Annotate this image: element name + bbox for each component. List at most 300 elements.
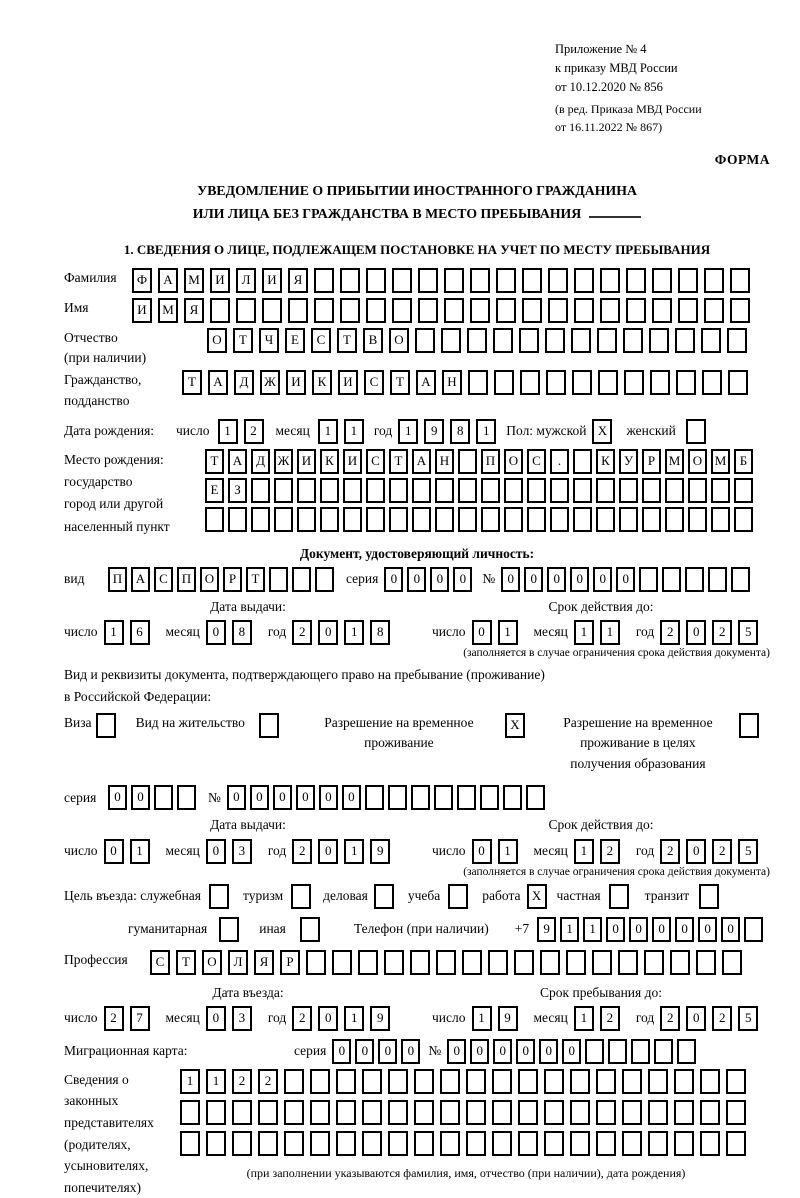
char-cell[interactable] bbox=[366, 478, 385, 503]
char-cell[interactable] bbox=[251, 507, 270, 532]
char-cell[interactable] bbox=[700, 1100, 720, 1125]
char-cell[interactable] bbox=[288, 298, 308, 323]
char-cell[interactable]: И bbox=[132, 298, 152, 323]
char-cell[interactable] bbox=[468, 370, 488, 395]
char-cell[interactable] bbox=[700, 1131, 720, 1156]
char-cell[interactable]: С bbox=[150, 950, 170, 975]
other-checkbox[interactable] bbox=[300, 917, 326, 942]
char-cell[interactable] bbox=[236, 298, 256, 323]
char-cell[interactable] bbox=[544, 1069, 564, 1094]
char-cell[interactable]: С bbox=[154, 567, 173, 592]
char-cell[interactable] bbox=[492, 1100, 512, 1125]
doc-issue-year-cells[interactable] bbox=[292, 620, 396, 645]
doc-issue-month-cells[interactable] bbox=[206, 620, 258, 645]
mig-number-cells[interactable] bbox=[447, 1039, 700, 1064]
char-cell[interactable] bbox=[540, 950, 560, 975]
char-cell[interactable]: 7 bbox=[130, 1006, 150, 1031]
char-cell[interactable]: 0 bbox=[539, 1039, 558, 1064]
char-cell[interactable] bbox=[258, 1100, 278, 1125]
char-cell[interactable]: 2 bbox=[660, 839, 680, 864]
char-cell[interactable]: 0 bbox=[570, 567, 589, 592]
char-cell[interactable] bbox=[441, 328, 461, 353]
char-cell[interactable] bbox=[384, 950, 404, 975]
char-cell[interactable] bbox=[545, 328, 565, 353]
char-cell[interactable]: 0 bbox=[131, 785, 150, 810]
char-cell[interactable]: 1 bbox=[218, 419, 238, 444]
char-cell[interactable] bbox=[436, 950, 456, 975]
char-cell[interactable]: 0 bbox=[378, 1039, 397, 1064]
private-checkbox[interactable] bbox=[609, 884, 635, 909]
char-cell[interactable] bbox=[642, 507, 661, 532]
char-cell[interactable] bbox=[678, 268, 698, 293]
char-cell[interactable] bbox=[573, 449, 592, 474]
char-cell[interactable] bbox=[608, 1039, 627, 1064]
char-cell[interactable] bbox=[631, 1039, 650, 1064]
char-cell[interactable] bbox=[365, 785, 384, 810]
char-cell[interactable] bbox=[570, 1100, 590, 1125]
char-cell[interactable] bbox=[734, 507, 753, 532]
char-cell[interactable]: 1 bbox=[130, 839, 150, 864]
doc-type-cells[interactable] bbox=[108, 567, 338, 592]
char-cell[interactable] bbox=[410, 950, 430, 975]
char-cell[interactable] bbox=[269, 567, 288, 592]
char-cell[interactable] bbox=[726, 1100, 746, 1125]
char-cell[interactable]: 0 bbox=[675, 917, 694, 942]
char-cell[interactable] bbox=[291, 884, 311, 909]
char-cell[interactable] bbox=[343, 478, 362, 503]
char-cell[interactable]: 3 bbox=[232, 839, 252, 864]
char-cell[interactable]: Е bbox=[285, 328, 305, 353]
char-cell[interactable] bbox=[388, 785, 407, 810]
char-cell[interactable]: 0 bbox=[318, 1006, 338, 1031]
char-cell[interactable] bbox=[180, 1100, 200, 1125]
char-cell[interactable]: 2 bbox=[104, 1006, 124, 1031]
char-cell[interactable]: К bbox=[312, 370, 332, 395]
char-cell[interactable]: 0 bbox=[401, 1039, 420, 1064]
char-cell[interactable] bbox=[336, 1100, 356, 1125]
char-cell[interactable] bbox=[503, 785, 522, 810]
char-cell[interactable] bbox=[711, 478, 730, 503]
sex-female-checkbox[interactable] bbox=[686, 419, 712, 444]
char-cell[interactable]: 8 bbox=[370, 620, 390, 645]
char-cell[interactable] bbox=[670, 950, 690, 975]
char-cell[interactable]: 6 bbox=[130, 620, 150, 645]
char-cell[interactable] bbox=[596, 1069, 616, 1094]
char-cell[interactable] bbox=[665, 507, 684, 532]
char-cell[interactable] bbox=[414, 1069, 434, 1094]
char-cell[interactable]: 1 bbox=[344, 1006, 364, 1031]
char-cell[interactable]: 0 bbox=[493, 1039, 512, 1064]
char-cell[interactable] bbox=[366, 298, 386, 323]
birthplace-cells-row3[interactable] bbox=[205, 507, 757, 532]
char-cell[interactable]: Т bbox=[390, 370, 410, 395]
char-cell[interactable] bbox=[648, 1131, 668, 1156]
birth-month-cells[interactable] bbox=[318, 419, 370, 444]
char-cell[interactable] bbox=[462, 950, 482, 975]
char-cell[interactable]: 0 bbox=[686, 839, 706, 864]
char-cell[interactable]: Т bbox=[182, 370, 202, 395]
char-cell[interactable] bbox=[708, 567, 727, 592]
char-cell[interactable]: Т bbox=[389, 449, 408, 474]
char-cell[interactable] bbox=[626, 268, 646, 293]
char-cell[interactable] bbox=[730, 298, 750, 323]
char-cell[interactable] bbox=[592, 950, 612, 975]
char-cell[interactable] bbox=[496, 298, 516, 323]
char-cell[interactable] bbox=[571, 328, 591, 353]
char-cell[interactable] bbox=[206, 1100, 226, 1125]
char-cell[interactable] bbox=[470, 298, 490, 323]
char-cell[interactable] bbox=[518, 1100, 538, 1125]
char-cell[interactable] bbox=[414, 1131, 434, 1156]
char-cell[interactable]: X bbox=[527, 884, 547, 909]
char-cell[interactable]: 0 bbox=[562, 1039, 581, 1064]
char-cell[interactable]: В bbox=[363, 328, 383, 353]
char-cell[interactable]: О bbox=[504, 449, 523, 474]
char-cell[interactable]: 1 bbox=[344, 620, 364, 645]
permit-issue-year-cells[interactable] bbox=[292, 839, 396, 864]
char-cell[interactable] bbox=[596, 507, 615, 532]
char-cell[interactable] bbox=[598, 370, 618, 395]
representatives-cells-row1[interactable] bbox=[180, 1069, 752, 1094]
doc-valid-month-cells[interactable] bbox=[574, 620, 626, 645]
char-cell[interactable] bbox=[434, 785, 453, 810]
char-cell[interactable] bbox=[389, 507, 408, 532]
char-cell[interactable]: 0 bbox=[384, 567, 403, 592]
char-cell[interactable] bbox=[362, 1100, 382, 1125]
char-cell[interactable]: 0 bbox=[721, 917, 740, 942]
char-cell[interactable]: К bbox=[320, 449, 339, 474]
char-cell[interactable]: 0 bbox=[606, 917, 625, 942]
char-cell[interactable] bbox=[674, 1100, 694, 1125]
char-cell[interactable] bbox=[418, 268, 438, 293]
permit-number-cells[interactable] bbox=[227, 785, 549, 810]
char-cell[interactable] bbox=[639, 567, 658, 592]
char-cell[interactable]: А bbox=[131, 567, 150, 592]
visa-checkbox[interactable] bbox=[96, 713, 122, 738]
permit-issue-day-cells[interactable] bbox=[104, 839, 156, 864]
char-cell[interactable]: А bbox=[412, 449, 431, 474]
char-cell[interactable] bbox=[519, 328, 539, 353]
char-cell[interactable]: С bbox=[311, 328, 331, 353]
char-cell[interactable] bbox=[440, 1069, 460, 1094]
char-cell[interactable] bbox=[711, 507, 730, 532]
doc-number-cells[interactable] bbox=[501, 567, 754, 592]
char-cell[interactable] bbox=[722, 950, 742, 975]
char-cell[interactable] bbox=[435, 507, 454, 532]
char-cell[interactable]: 0 bbox=[318, 620, 338, 645]
char-cell[interactable]: 1 bbox=[574, 1006, 594, 1031]
char-cell[interactable] bbox=[739, 713, 759, 738]
char-cell[interactable] bbox=[518, 1131, 538, 1156]
char-cell[interactable] bbox=[570, 1131, 590, 1156]
char-cell[interactable] bbox=[674, 1131, 694, 1156]
char-cell[interactable] bbox=[392, 268, 412, 293]
char-cell[interactable] bbox=[688, 478, 707, 503]
char-cell[interactable] bbox=[388, 1100, 408, 1125]
char-cell[interactable]: 0 bbox=[296, 785, 315, 810]
char-cell[interactable]: 9 bbox=[370, 1006, 390, 1031]
char-cell[interactable] bbox=[548, 268, 568, 293]
char-cell[interactable]: Д bbox=[251, 449, 270, 474]
char-cell[interactable] bbox=[700, 1069, 720, 1094]
char-cell[interactable] bbox=[219, 917, 239, 942]
entry-year-cells[interactable] bbox=[292, 1006, 396, 1031]
char-cell[interactable]: 0 bbox=[516, 1039, 535, 1064]
char-cell[interactable] bbox=[744, 917, 763, 942]
char-cell[interactable] bbox=[310, 1131, 330, 1156]
char-cell[interactable]: 0 bbox=[470, 1039, 489, 1064]
char-cell[interactable] bbox=[232, 1131, 252, 1156]
stay-month-cells[interactable] bbox=[574, 1006, 626, 1031]
char-cell[interactable]: М bbox=[711, 449, 730, 474]
char-cell[interactable] bbox=[315, 567, 334, 592]
char-cell[interactable] bbox=[96, 713, 116, 738]
permit-issue-month-cells[interactable] bbox=[206, 839, 258, 864]
char-cell[interactable] bbox=[466, 1131, 486, 1156]
char-cell[interactable]: О bbox=[389, 328, 409, 353]
char-cell[interactable] bbox=[297, 507, 316, 532]
char-cell[interactable] bbox=[284, 1131, 304, 1156]
char-cell[interactable] bbox=[522, 268, 542, 293]
residence-permit-checkbox[interactable] bbox=[259, 713, 285, 738]
char-cell[interactable] bbox=[644, 950, 664, 975]
char-cell[interactable]: 2 bbox=[258, 1069, 278, 1094]
humanitarian-checkbox[interactable] bbox=[219, 917, 245, 942]
char-cell[interactable]: 9 bbox=[370, 839, 390, 864]
char-cell[interactable] bbox=[548, 298, 568, 323]
char-cell[interactable]: К bbox=[596, 449, 615, 474]
char-cell[interactable] bbox=[727, 328, 747, 353]
char-cell[interactable] bbox=[496, 268, 516, 293]
char-cell[interactable] bbox=[642, 478, 661, 503]
char-cell[interactable]: 0 bbox=[652, 917, 671, 942]
char-cell[interactable]: 0 bbox=[318, 839, 338, 864]
doc-issue-day-cells[interactable] bbox=[104, 620, 156, 645]
char-cell[interactable]: . bbox=[550, 449, 569, 474]
char-cell[interactable] bbox=[574, 268, 594, 293]
char-cell[interactable] bbox=[493, 328, 513, 353]
char-cell[interactable]: А bbox=[208, 370, 228, 395]
char-cell[interactable] bbox=[618, 950, 638, 975]
birthplace-cells-row2[interactable] bbox=[205, 478, 757, 503]
char-cell[interactable] bbox=[362, 1069, 382, 1094]
doc-valid-year-cells[interactable] bbox=[660, 620, 764, 645]
char-cell[interactable]: Е bbox=[205, 478, 224, 503]
char-cell[interactable]: И bbox=[286, 370, 306, 395]
char-cell[interactable] bbox=[467, 328, 487, 353]
char-cell[interactable]: 0 bbox=[616, 567, 635, 592]
char-cell[interactable] bbox=[696, 950, 716, 975]
char-cell[interactable] bbox=[622, 1069, 642, 1094]
business-checkbox[interactable] bbox=[374, 884, 400, 909]
char-cell[interactable] bbox=[251, 478, 270, 503]
char-cell[interactable]: 1 bbox=[498, 839, 518, 864]
char-cell[interactable]: 1 bbox=[398, 419, 418, 444]
char-cell[interactable] bbox=[600, 298, 620, 323]
char-cell[interactable] bbox=[522, 298, 542, 323]
char-cell[interactable] bbox=[572, 370, 592, 395]
char-cell[interactable]: 1 bbox=[206, 1069, 226, 1094]
char-cell[interactable]: 0 bbox=[250, 785, 269, 810]
char-cell[interactable] bbox=[343, 507, 362, 532]
char-cell[interactable] bbox=[619, 478, 638, 503]
char-cell[interactable]: 2 bbox=[244, 419, 264, 444]
char-cell[interactable]: 0 bbox=[453, 567, 472, 592]
char-cell[interactable] bbox=[609, 884, 629, 909]
char-cell[interactable] bbox=[292, 567, 311, 592]
char-cell[interactable] bbox=[466, 1069, 486, 1094]
permit-series-cells[interactable] bbox=[108, 785, 200, 810]
char-cell[interactable] bbox=[444, 268, 464, 293]
char-cell[interactable] bbox=[310, 1100, 330, 1125]
char-cell[interactable] bbox=[274, 478, 293, 503]
char-cell[interactable]: 2 bbox=[712, 1006, 732, 1031]
char-cell[interactable]: 1 bbox=[498, 620, 518, 645]
char-cell[interactable] bbox=[685, 567, 704, 592]
char-cell[interactable]: З bbox=[228, 478, 247, 503]
char-cell[interactable] bbox=[574, 298, 594, 323]
char-cell[interactable]: 1 bbox=[344, 839, 364, 864]
char-cell[interactable] bbox=[648, 1069, 668, 1094]
given-name-cells[interactable] bbox=[132, 298, 756, 323]
char-cell[interactable] bbox=[306, 950, 326, 975]
phone-cells[interactable] bbox=[537, 917, 767, 942]
char-cell[interactable] bbox=[544, 1100, 564, 1125]
char-cell[interactable]: 0 bbox=[342, 785, 361, 810]
char-cell[interactable]: 2 bbox=[232, 1069, 252, 1094]
char-cell[interactable] bbox=[492, 1131, 512, 1156]
char-cell[interactable] bbox=[726, 1069, 746, 1094]
char-cell[interactable]: 2 bbox=[292, 839, 312, 864]
sex-male-checkbox[interactable] bbox=[592, 419, 618, 444]
char-cell[interactable] bbox=[596, 478, 615, 503]
char-cell[interactable]: С bbox=[366, 449, 385, 474]
char-cell[interactable] bbox=[662, 567, 681, 592]
char-cell[interactable] bbox=[470, 268, 490, 293]
char-cell[interactable] bbox=[435, 478, 454, 503]
char-cell[interactable]: Т bbox=[337, 328, 357, 353]
char-cell[interactable] bbox=[546, 370, 566, 395]
permit-valid-day-cells[interactable] bbox=[472, 839, 524, 864]
char-cell[interactable]: 0 bbox=[273, 785, 292, 810]
char-cell[interactable]: 0 bbox=[686, 1006, 706, 1031]
char-cell[interactable] bbox=[730, 268, 750, 293]
char-cell[interactable]: У bbox=[619, 449, 638, 474]
char-cell[interactable]: М bbox=[158, 298, 178, 323]
char-cell[interactable]: 5 bbox=[738, 839, 758, 864]
char-cell[interactable] bbox=[504, 507, 523, 532]
char-cell[interactable] bbox=[623, 328, 643, 353]
char-cell[interactable] bbox=[518, 1069, 538, 1094]
char-cell[interactable]: И bbox=[297, 449, 316, 474]
char-cell[interactable]: 0 bbox=[686, 620, 706, 645]
char-cell[interactable]: О bbox=[200, 567, 219, 592]
temp-permit-edu-checkbox[interactable] bbox=[739, 713, 765, 738]
char-cell[interactable] bbox=[366, 507, 385, 532]
char-cell[interactable]: Д bbox=[234, 370, 254, 395]
char-cell[interactable]: М bbox=[184, 268, 204, 293]
char-cell[interactable] bbox=[340, 298, 360, 323]
char-cell[interactable] bbox=[652, 298, 672, 323]
char-cell[interactable] bbox=[624, 370, 644, 395]
char-cell[interactable] bbox=[526, 785, 545, 810]
char-cell[interactable]: 1 bbox=[574, 620, 594, 645]
char-cell[interactable] bbox=[284, 1100, 304, 1125]
char-cell[interactable] bbox=[480, 785, 499, 810]
char-cell[interactable]: 1 bbox=[318, 419, 338, 444]
char-cell[interactable]: 1 bbox=[344, 419, 364, 444]
char-cell[interactable] bbox=[414, 1100, 434, 1125]
char-cell[interactable]: 0 bbox=[524, 567, 543, 592]
char-cell[interactable] bbox=[726, 1131, 746, 1156]
char-cell[interactable]: Я bbox=[254, 950, 274, 975]
char-cell[interactable]: 0 bbox=[108, 785, 127, 810]
char-cell[interactable] bbox=[665, 478, 684, 503]
char-cell[interactable] bbox=[444, 298, 464, 323]
char-cell[interactable]: 0 bbox=[472, 839, 492, 864]
char-cell[interactable]: X bbox=[592, 419, 612, 444]
char-cell[interactable] bbox=[415, 328, 435, 353]
char-cell[interactable] bbox=[675, 328, 695, 353]
char-cell[interactable]: 5 bbox=[738, 1006, 758, 1031]
char-cell[interactable] bbox=[728, 370, 748, 395]
char-cell[interactable]: 1 bbox=[472, 1006, 492, 1031]
permit-valid-year-cells[interactable] bbox=[660, 839, 764, 864]
char-cell[interactable] bbox=[573, 478, 592, 503]
char-cell[interactable] bbox=[652, 268, 672, 293]
char-cell[interactable] bbox=[440, 1100, 460, 1125]
char-cell[interactable] bbox=[702, 370, 722, 395]
char-cell[interactable]: Б bbox=[734, 449, 753, 474]
char-cell[interactable]: 5 bbox=[738, 620, 758, 645]
char-cell[interactable] bbox=[527, 478, 546, 503]
char-cell[interactable]: А bbox=[416, 370, 436, 395]
char-cell[interactable]: 0 bbox=[355, 1039, 374, 1064]
mig-series-cells[interactable] bbox=[332, 1039, 424, 1064]
char-cell[interactable]: 1 bbox=[180, 1069, 200, 1094]
char-cell[interactable]: 0 bbox=[104, 839, 124, 864]
char-cell[interactable] bbox=[585, 1039, 604, 1064]
birth-year-cells[interactable] bbox=[398, 419, 502, 444]
tourism-checkbox[interactable] bbox=[291, 884, 317, 909]
char-cell[interactable] bbox=[619, 507, 638, 532]
char-cell[interactable] bbox=[649, 328, 669, 353]
char-cell[interactable] bbox=[259, 713, 279, 738]
char-cell[interactable] bbox=[228, 507, 247, 532]
entry-month-cells[interactable] bbox=[206, 1006, 258, 1031]
char-cell[interactable]: 9 bbox=[537, 917, 556, 942]
char-cell[interactable]: М bbox=[665, 449, 684, 474]
char-cell[interactable]: 0 bbox=[547, 567, 566, 592]
char-cell[interactable]: П bbox=[177, 567, 196, 592]
char-cell[interactable]: Т bbox=[176, 950, 196, 975]
char-cell[interactable]: Я bbox=[288, 268, 308, 293]
representatives-cells-row2[interactable] bbox=[180, 1100, 752, 1125]
char-cell[interactable] bbox=[336, 1131, 356, 1156]
char-cell[interactable]: X bbox=[505, 713, 525, 738]
doc-valid-day-cells[interactable] bbox=[472, 620, 524, 645]
char-cell[interactable] bbox=[206, 1131, 226, 1156]
char-cell[interactable] bbox=[622, 1131, 642, 1156]
char-cell[interactable]: С bbox=[364, 370, 384, 395]
char-cell[interactable] bbox=[550, 478, 569, 503]
char-cell[interactable]: О bbox=[207, 328, 227, 353]
char-cell[interactable]: Ж bbox=[274, 449, 293, 474]
char-cell[interactable]: 0 bbox=[447, 1039, 466, 1064]
char-cell[interactable] bbox=[686, 419, 706, 444]
char-cell[interactable]: Ч bbox=[259, 328, 279, 353]
char-cell[interactable]: 1 bbox=[600, 620, 620, 645]
